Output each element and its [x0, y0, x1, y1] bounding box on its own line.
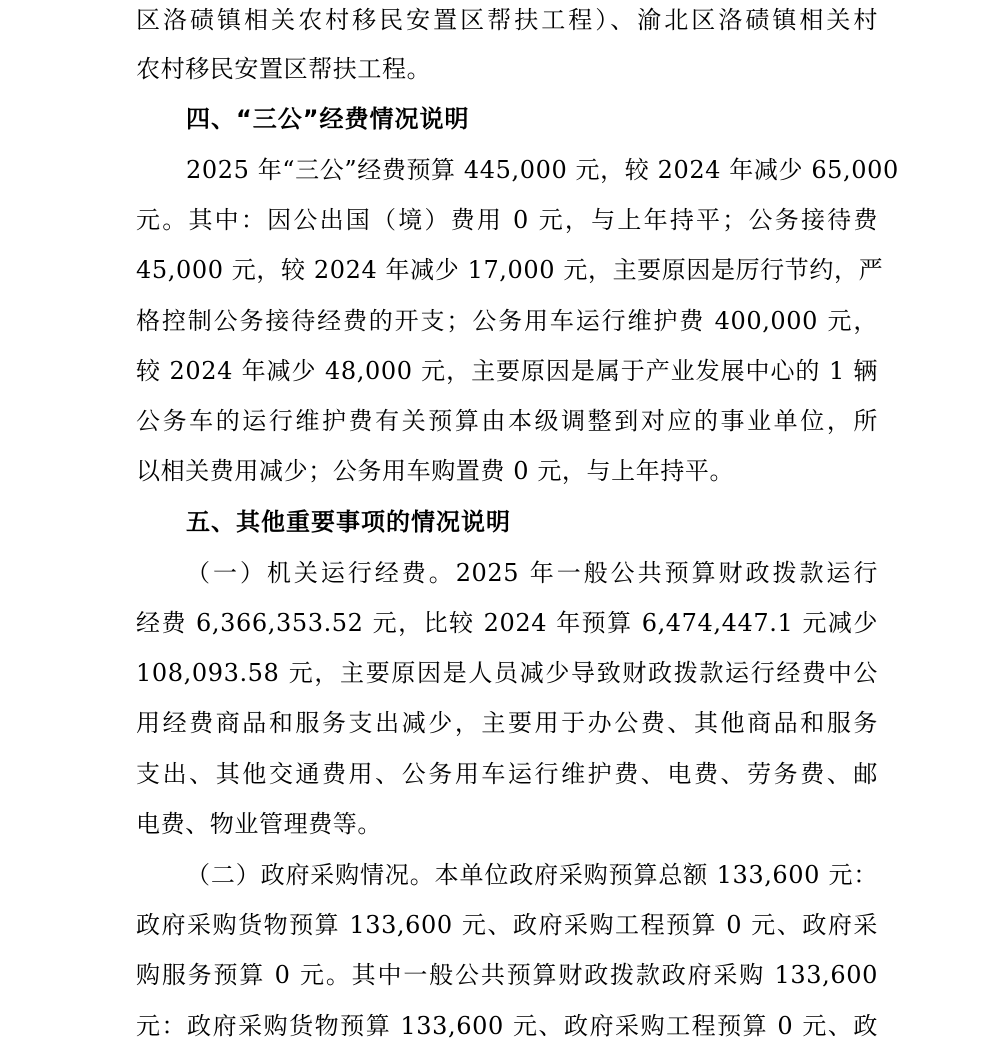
section-heading-other-matters: 五、其他重要事项的情况说明 [186, 508, 511, 536]
body-text-line: 支出、其他交通费用、公务用车运行维护费、电费、劳务费、邮 [136, 760, 878, 788]
body-text-line: 公务车的运行维护费有关预算由本级调整到对应的事业单位，所 [136, 407, 878, 435]
body-text-line: 格控制公务接待经费的开支；公务用车运行维护费 400,000 元， [136, 307, 878, 335]
section-heading-san-gong: 四、“三公”经费情况说明 [186, 105, 470, 133]
body-text-line: （一）机关运行经费。2025 年一般公共预算财政拨款运行 [186, 559, 878, 587]
body-text-line: （二）政府采购情况。本单位政府采购预算总额 133,600 元： [186, 861, 878, 889]
body-text-line: 电费、物业管理费等。 [136, 810, 382, 838]
body-text-line: 较 2024 年减少 48,000 元，主要原因是属于产业发展中心的 1 辆 [136, 357, 878, 385]
body-text-line: 经费 6,366,353.52 元，比较 2024 年预算 6,474,447.1 元减少 [136, 609, 878, 637]
body-text-line: 以相关费用减少；公务用车购置费 0 元，与上年持平。 [136, 457, 735, 485]
body-text-line: 区洛碛镇相关农村移民安置区帮扶工程）、渝北区洛碛镇相关村 [136, 6, 878, 34]
body-text-line: 用经费商品和服务支出减少，主要用于办公费、其他商品和服务 [136, 709, 878, 737]
body-text-line: 元：政府采购货物预算 133,600 元、政府采购工程预算 0 元、政 [136, 1012, 878, 1040]
body-text-line: 108,093.58 元，主要原因是人员减少导致财政拨款运行经费中公 [136, 659, 878, 687]
body-text-line: 购服务预算 0 元。其中一般公共预算财政拨款政府采购 133,600 [136, 961, 878, 989]
body-text-line: 2025 年“三公”经费预算 445,000 元，较 2024 年减少 65,000 [186, 156, 899, 184]
body-text-line: 政府采购货物预算 133,600 元、政府采购工程预算 0 元、政府采 [136, 911, 878, 939]
body-text-line: 45,000 元，较 2024 年减少 17,000 元，主要原因是厉行节约，严 [136, 256, 884, 284]
body-text-line: 农村移民安置区帮扶工程。 [136, 55, 432, 83]
body-text-line: 元。其中：因公出国（境）费用 0 元，与上年持平；公务接待费 [136, 206, 878, 234]
